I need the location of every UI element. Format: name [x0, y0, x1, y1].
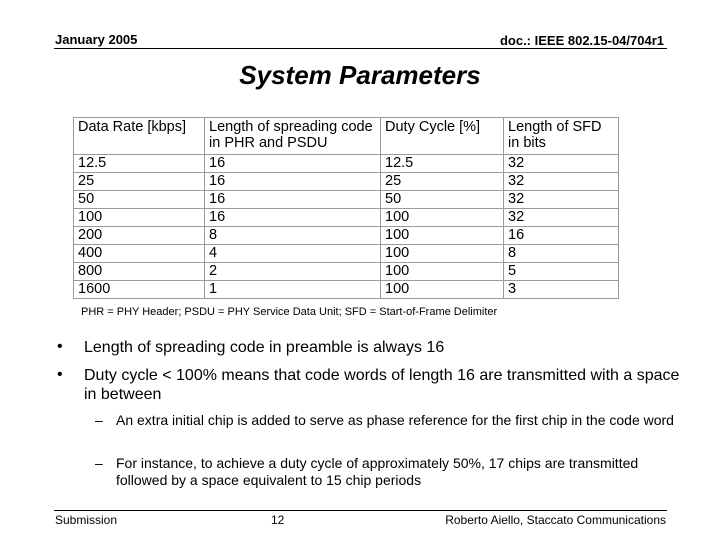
header-date: January 2005 — [55, 32, 138, 47]
header-doc-id: doc.: IEEE 802.15-04/704r1 — [499, 33, 664, 48]
table-header-row — [74, 118, 619, 155]
table-cell: 100 — [381, 281, 504, 299]
table-row — [74, 281, 619, 299]
sub-bullet-text: An extra initial chip is added to serve as phase reference for the first chip in the code word — [116, 412, 674, 428]
table-cell: 1600 — [74, 281, 205, 299]
slide-title: System Parameters — [239, 60, 481, 90]
footer-submission: Submission — [55, 513, 118, 527]
table-cell: 2 — [205, 263, 381, 281]
table-cell: 8 — [205, 227, 381, 245]
table-cell: 100 — [381, 209, 504, 227]
table-cell: 25 — [74, 173, 205, 191]
table-row — [74, 173, 619, 191]
column-header: Duty Cycle [%] — [381, 118, 504, 155]
column-header: Length of SFD in bits — [504, 118, 619, 155]
table-cell: 32 — [504, 155, 619, 173]
footer-page-number: 12 — [271, 513, 285, 527]
table-cell: 50 — [74, 191, 205, 209]
table-cell: 12.5 — [74, 155, 205, 173]
table-cell: 100 — [74, 209, 205, 227]
table-cell: 8 — [504, 245, 619, 263]
table-row — [74, 263, 619, 281]
table-cell: 5 — [504, 263, 619, 281]
table-cell: 100 — [381, 227, 504, 245]
footer-rule — [54, 510, 667, 511]
table-row — [74, 209, 619, 227]
table-cell: 3 — [504, 281, 619, 299]
column-header: Data Rate [kbps] — [74, 118, 205, 155]
bullet-marker: • — [57, 366, 63, 383]
table-cell: 4 — [205, 245, 381, 263]
bullet-marker: • — [57, 338, 63, 355]
table-cell: 32 — [504, 173, 619, 191]
dash-marker: – — [95, 455, 103, 471]
table-cell: 16 — [205, 155, 381, 173]
table-row — [74, 227, 619, 245]
table-cell: 100 — [381, 263, 504, 281]
table-cell: 32 — [504, 209, 619, 227]
table-cell: 400 — [74, 245, 205, 263]
header-rule — [54, 48, 667, 49]
footer-author: Roberto Aiello, Staccato Communications — [445, 513, 666, 527]
table-cell: 16 — [205, 173, 381, 191]
table-cell: 100 — [381, 245, 504, 263]
bullet-text: Length of spreading code in preamble is always 16 — [84, 339, 445, 356]
table-cell: 16 — [504, 227, 619, 245]
table-cell: 12.5 — [381, 155, 504, 173]
table-cell: 200 — [74, 227, 205, 245]
column-header: Length of spreading code in PHR and PSDU — [205, 118, 381, 155]
table-cell: 16 — [205, 209, 381, 227]
parameters-table — [73, 117, 619, 299]
table-row — [74, 155, 619, 173]
table-row — [74, 191, 619, 209]
bullet-text: Duty cycle < 100% means that code words of length 16 are transmitted with a space in between — [84, 367, 680, 403]
table-cell: 25 — [381, 173, 504, 191]
table-row — [74, 245, 619, 263]
table-cell: 800 — [74, 263, 205, 281]
dash-marker: – — [95, 412, 103, 428]
table-cell: 32 — [504, 191, 619, 209]
table-footnote: PHR = PHY Header; PSDU = PHY Service Data Unit; SFD = Start-of-Frame Delimiter — [81, 306, 498, 318]
table-cell: 1 — [205, 281, 381, 299]
table-cell: 50 — [381, 191, 504, 209]
table-cell: 16 — [205, 191, 381, 209]
sub-bullet-text: For instance, to achieve a duty cycle of approximately 50%, 17 chips are transmitted followed by a space equivalent to 15 chip periods — [116, 455, 639, 488]
